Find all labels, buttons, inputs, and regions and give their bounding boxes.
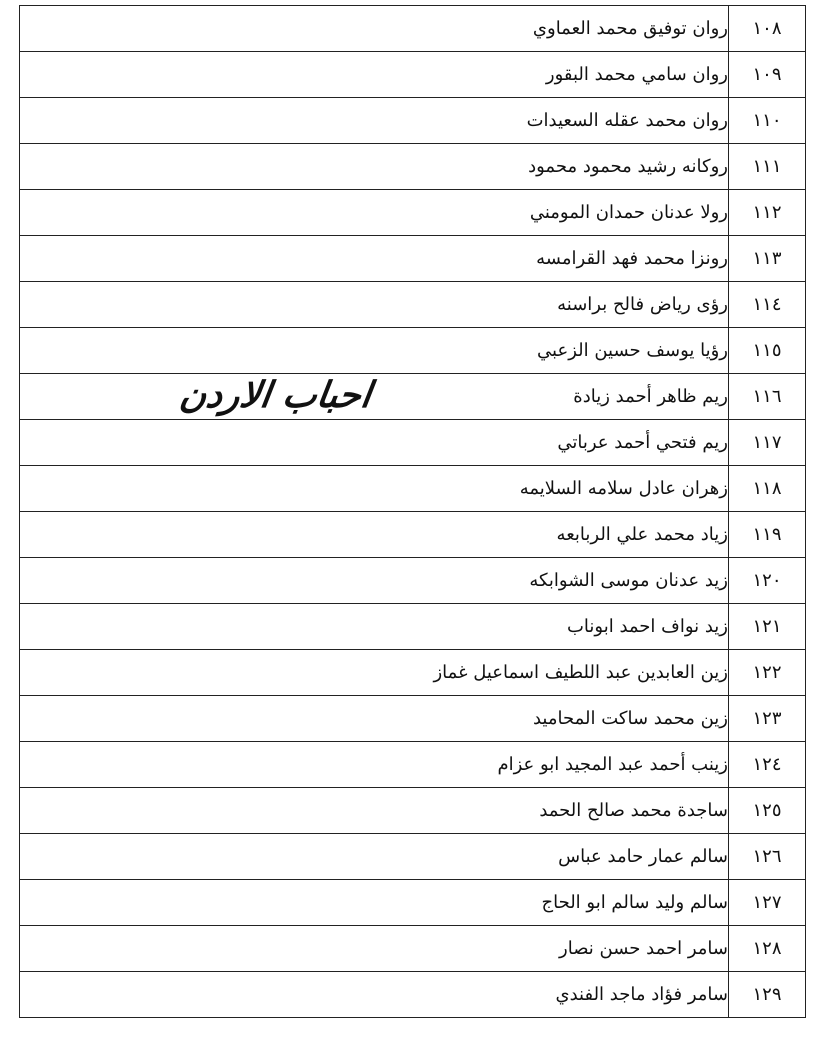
person-name: روان محمد عقله السعيدات [20, 98, 729, 144]
table-row [20, 374, 806, 420]
table-row [20, 834, 806, 880]
table-row [20, 972, 806, 1018]
row-number: ١١٣ [729, 236, 806, 282]
row-number: ١١٧ [729, 420, 806, 466]
row-number: ١٢١ [729, 604, 806, 650]
table-row [20, 98, 806, 144]
table-row [20, 742, 806, 788]
table-row [20, 604, 806, 650]
names-table-body [20, 6, 806, 1018]
table-row [20, 328, 806, 374]
person-name: ساجدة محمد صالح الحمد [20, 788, 729, 834]
table-row [20, 512, 806, 558]
person-name: زهران عادل سلامه السلايمه [20, 466, 729, 512]
person-name: روكانه رشيد محمود محمود [20, 144, 729, 190]
table-row [20, 880, 806, 926]
person-name: زيد عدنان موسى الشوابكه [20, 558, 729, 604]
table-row [20, 236, 806, 282]
table-row [20, 6, 806, 52]
person-name: زين محمد ساكت المحاميد [20, 696, 729, 742]
row-number: ١١٩ [729, 512, 806, 558]
row-number: ١١٥ [729, 328, 806, 374]
person-name: رونزا محمد فهد القرامسه [20, 236, 729, 282]
table-row [20, 650, 806, 696]
row-number: ١١٠ [729, 98, 806, 144]
person-name: زيد نواف احمد ابوناب [20, 604, 729, 650]
row-number: ١١٢ [729, 190, 806, 236]
row-number: ١٢٢ [729, 650, 806, 696]
row-number: ١٢٦ [729, 834, 806, 880]
table-row [20, 788, 806, 834]
person-name: ريم فتحي أحمد عرباتي [20, 420, 729, 466]
watermark-text: احباب الاردن [177, 374, 374, 416]
row-number: ١١٨ [729, 466, 806, 512]
person-name: سالم عمار حامد عباس [20, 834, 729, 880]
table-row [20, 558, 806, 604]
person-name: روان سامي محمد البقور [20, 52, 729, 98]
person-name: رؤيا يوسف حسين الزعبي [20, 328, 729, 374]
person-name: سامر احمد حسن نصار [20, 926, 729, 972]
row-number: ١٢٠ [729, 558, 806, 604]
person-name: زين العابدين عبد اللطيف اسماعيل غماز [20, 650, 729, 696]
row-number: ١٢٨ [729, 926, 806, 972]
table-row [20, 466, 806, 512]
table-row [20, 420, 806, 466]
row-number: ١٢٥ [729, 788, 806, 834]
person-name: زينب أحمد عبد المجيد ابو عزام [20, 742, 729, 788]
person-name: روان توفيق محمد العماوي [20, 6, 729, 52]
row-number: ١٢٤ [729, 742, 806, 788]
row-number: ١٢٣ [729, 696, 806, 742]
table-row [20, 190, 806, 236]
table-row [20, 144, 806, 190]
row-number: ١٢٧ [729, 880, 806, 926]
row-number: ١٠٨ [729, 6, 806, 52]
row-number: ١٢٩ [729, 972, 806, 1018]
person-name: رؤى رياض فالح براسنه [20, 282, 729, 328]
person-name: ريم ظاهر أحمد زيادة [20, 374, 729, 420]
person-name: سالم وليد سالم ابو الحاج [20, 880, 729, 926]
row-number: ١٠٩ [729, 52, 806, 98]
person-name: سامر فؤاد ماجد الفندي [20, 972, 729, 1018]
table-row [20, 282, 806, 328]
table-row [20, 926, 806, 972]
row-number: ١١٤ [729, 282, 806, 328]
row-number: ١١٦ [729, 374, 806, 420]
names-table [19, 5, 806, 1018]
person-name: زياد محمد علي الربابعه [20, 512, 729, 558]
person-name: رولا عدنان حمدان المومني [20, 190, 729, 236]
table-row [20, 696, 806, 742]
table-row [20, 52, 806, 98]
row-number: ١١١ [729, 144, 806, 190]
